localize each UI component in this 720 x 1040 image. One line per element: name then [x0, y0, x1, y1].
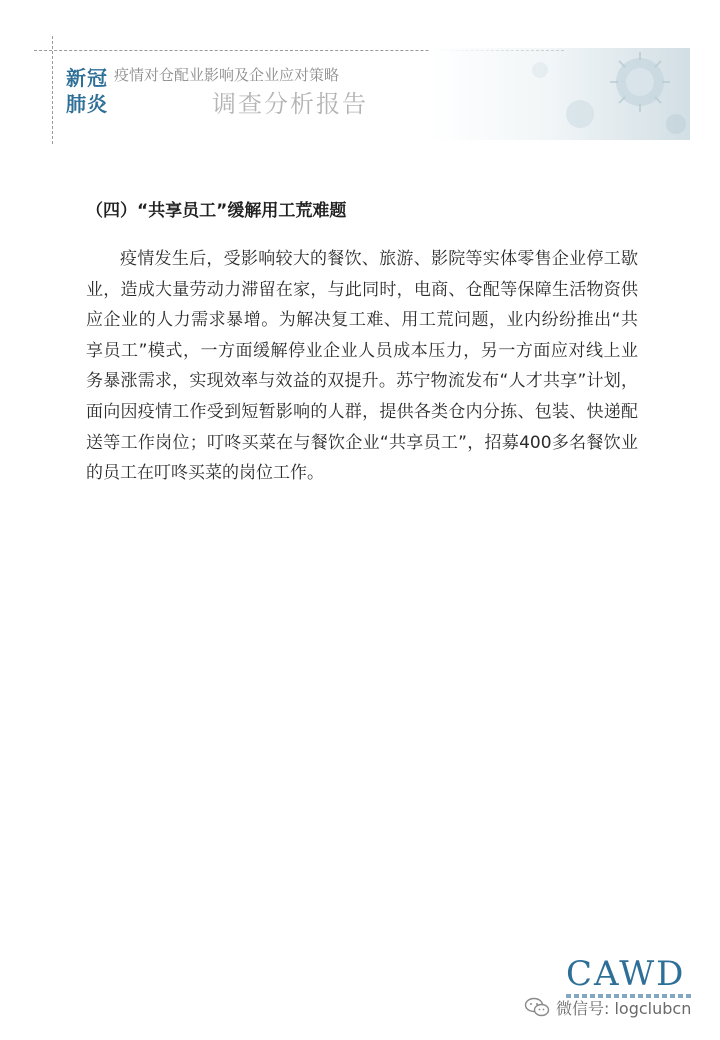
tag-line-2: 肺炎: [66, 92, 108, 116]
page-header: [0, 0, 720, 150]
report-subtitle: 疫情对仓配业影响及企业应对策略: [114, 66, 340, 84]
logo-text: CAWD: [566, 954, 686, 994]
tag-line-1: 新冠: [66, 66, 108, 90]
cawd-logo: [566, 956, 692, 998]
section-paragraph: 疫情发生后，受影响较大的餐饮、旅游、影院等实体零售企业停工歇业，造成大量劳动力滞留在家，与此同时，电商、仓配等保障生活物资供应企业的人力需求暴增。为解决复工难、用工荒问题，业内纷纷推出“共享员工”模式，一方面缓解停业企业人员成本压力，另一方面应对线上业务暴涨需求，实现效率与效益的双提升。苏宁物流发布“人才共享”计划，面向因疫情工作受到短暂影响的人群，提供各类仓内分拣、包装、快递配送等工作岗位；叮咚买菜在与餐饮企业“共享员工”，招募400多名餐饮业的员工在叮咚买菜的岗位工作。: [86, 249, 638, 484]
report-title: 调查分析报告: [212, 90, 368, 118]
watermark-text: 微信号: logclubcn: [556, 998, 692, 1018]
wechat-icon: [524, 997, 550, 1017]
wechat-watermark: [524, 996, 691, 1018]
header-dashed-rule-vertical: [52, 36, 53, 144]
virus-banner-image: [430, 48, 690, 140]
section-heading: （四）“共享员工”缓解用工荒难题: [86, 201, 347, 221]
